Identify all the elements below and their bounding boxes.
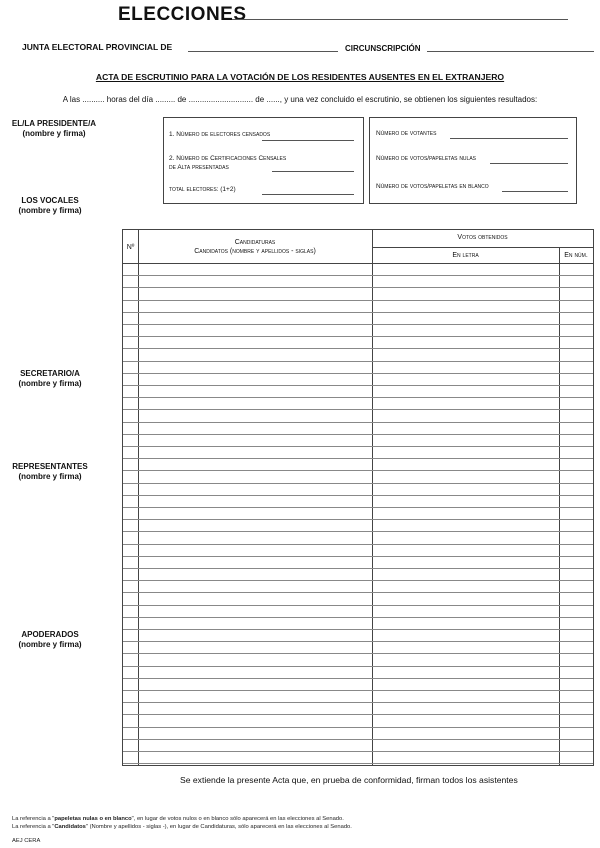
table-row[interactable] [123, 739, 593, 740]
results-table [122, 229, 594, 766]
total-electores-field[interactable] [262, 194, 354, 195]
table-row[interactable] [123, 568, 593, 569]
table-row[interactable] [123, 458, 593, 459]
electores-censados-label: 1. Número de electores censados [169, 131, 271, 138]
nulas-label: Número de votos/papeletas nulas [376, 155, 476, 162]
footnote-1-post: ", en lugar de votos nulos o en blanco sólo aparecerá en las elecciones al Senado. [131, 816, 344, 822]
header-votos: Votos obtenidos [457, 234, 508, 241]
table-row[interactable] [123, 519, 593, 520]
table-row[interactable] [123, 653, 593, 654]
table-row[interactable] [123, 324, 593, 325]
table-row[interactable] [123, 373, 593, 374]
representantes-title: REPRESENTANTES [12, 462, 88, 471]
table-row[interactable] [123, 312, 593, 313]
table-row[interactable] [123, 275, 593, 276]
col-divider-cand [372, 230, 373, 765]
table-row[interactable] [123, 397, 593, 398]
table-row[interactable] [123, 361, 593, 362]
table-row[interactable] [123, 580, 593, 581]
table-row[interactable] [123, 409, 593, 410]
apoderados-label [0, 630, 100, 650]
vocales-sub: (nombre y firma) [18, 206, 82, 215]
certificaciones-label-1: 2. Número de Certificaciones Censales [169, 155, 287, 162]
votantes-label: Número de votantes [376, 130, 437, 137]
table-row[interactable] [123, 690, 593, 691]
table-row[interactable] [123, 556, 593, 557]
total-electores-label: total electores: (1+2) [169, 186, 236, 193]
junta-label: JUNTA ELECTORAL PROVINCIAL DE [22, 42, 173, 52]
electores-censados-field[interactable] [262, 140, 354, 141]
nulas-field[interactable] [490, 163, 568, 164]
table-row[interactable] [123, 446, 593, 447]
table-row[interactable] [123, 434, 593, 435]
footnote-1 [12, 816, 344, 822]
footnote-2 [12, 824, 352, 830]
footnote-1-pre: La referencia a " [12, 816, 55, 822]
table-row[interactable] [123, 470, 593, 471]
blanco-field[interactable] [502, 191, 568, 192]
electores-box [163, 117, 364, 204]
circunscripcion-label: CIRCUNSCRIPCIÓN [345, 44, 421, 53]
vocales-title: LOS VOCALES [21, 196, 79, 205]
table-row[interactable] [123, 702, 593, 703]
footnote-2-pre: La referencia a " [12, 824, 55, 830]
table-row[interactable] [123, 300, 593, 301]
circunscripcion-fill-line[interactable] [427, 51, 594, 52]
col-divider-num [138, 230, 139, 765]
footnote-2-bold: Candidatos [54, 824, 86, 830]
table-row[interactable] [123, 605, 593, 606]
representantes-sub: (nombre y firma) [18, 472, 82, 481]
table-row[interactable] [123, 763, 593, 764]
vocales-label [0, 196, 100, 216]
table-row[interactable] [123, 678, 593, 679]
presidente-sub: (nombre y firma) [22, 129, 86, 138]
blanco-label: Número de votos/papeletas en blanco [376, 183, 489, 190]
header-bottom-line [123, 263, 593, 264]
table-row[interactable] [123, 727, 593, 728]
table-row[interactable] [123, 385, 593, 386]
header-candidaturas-title: Candidaturas [234, 239, 276, 246]
presidente-title: EL/LA PRESIDENTE/A [11, 119, 97, 128]
secretario-title: SECRETARIO/A [20, 369, 80, 378]
table-row[interactable] [123, 629, 593, 630]
table-row[interactable] [123, 336, 593, 337]
table-row[interactable] [123, 714, 593, 715]
table-row[interactable] [123, 666, 593, 667]
secretario-sub: (nombre y firma) [18, 379, 82, 388]
table-row[interactable] [123, 531, 593, 532]
footnote-2-post: " (Nombre y apellidos - siglas -), en lugar de Candidaturas, sólo aparecerá en las elecciones al Senado. [85, 824, 352, 830]
footnote-1-bold: papeletas nulas o en blanco [54, 816, 132, 822]
table-row[interactable] [123, 641, 593, 642]
votos-box [369, 117, 577, 204]
apoderados-sub: (nombre y firma) [18, 640, 82, 649]
form-code: AEJ CERA [12, 838, 41, 844]
header-num: Nº [126, 244, 135, 251]
table-row[interactable] [123, 422, 593, 423]
certificaciones-field[interactable] [272, 171, 354, 172]
secretario-label [0, 369, 100, 389]
presidente-label [4, 119, 104, 139]
table-row[interactable] [123, 617, 593, 618]
table-row[interactable] [123, 483, 593, 484]
certificaciones-label-2: de Alta presentadas [169, 164, 229, 171]
table-row[interactable] [123, 495, 593, 496]
title-fill-line[interactable] [232, 19, 568, 20]
intro-text: A las .......... horas del día ......... de ............................. de ......, y una vez concluido el escrutinio, se obtienen los siguientes resultados: [62, 95, 538, 104]
table-row[interactable] [123, 348, 593, 349]
header-candidaturas-sub: Candidatos (nombre y apellidos - siglas) [194, 248, 316, 255]
header-candidaturas [138, 238, 372, 256]
junta-fill-line[interactable] [188, 51, 338, 52]
header-en-letra: En letra [452, 252, 479, 259]
table-row[interactable] [123, 751, 593, 752]
representantes-label [0, 462, 100, 482]
header-en-num: En núm. [564, 252, 588, 259]
document-title: ELECCIONES [118, 4, 247, 25]
votantes-field[interactable] [450, 138, 568, 139]
table-row[interactable] [123, 287, 593, 288]
apoderados-title: APODERADOS [21, 630, 79, 639]
table-row[interactable] [123, 592, 593, 593]
table-row[interactable] [123, 544, 593, 545]
table-row[interactable] [123, 507, 593, 508]
acta-title: ACTA DE ESCRUTINIO PARA LA VOTACIÓN DE LOS RESIDENTES AUSENTES EN EL EXTRANJERO [95, 72, 505, 82]
votos-header-divider [372, 247, 593, 248]
closing-text: Se extiende la presente Acta que, en prueba de conformidad, firman todos los asistentes [180, 775, 518, 785]
